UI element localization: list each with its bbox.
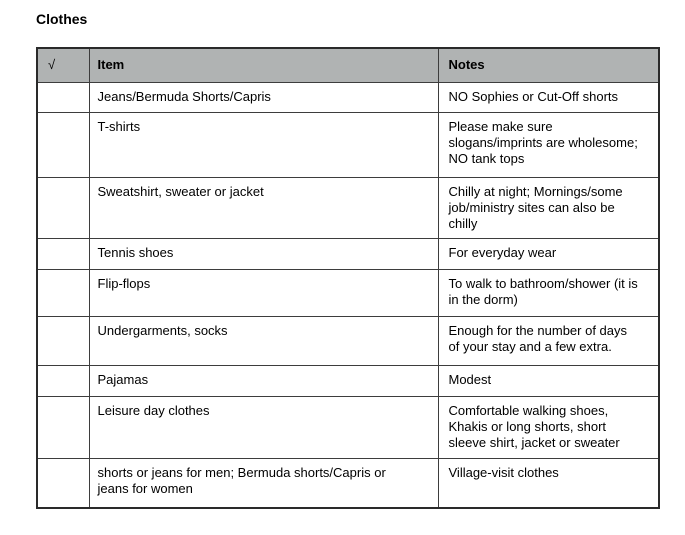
column-header-notes: Notes <box>438 48 659 82</box>
notes-cell: Modest <box>438 365 659 396</box>
check-cell <box>37 396 89 458</box>
table-row <box>37 82 659 112</box>
notes-cell: Village-visit clothes <box>438 458 659 508</box>
check-cell <box>37 82 89 112</box>
check-cell <box>37 269 89 316</box>
check-cell <box>37 238 89 269</box>
table-row <box>37 238 659 269</box>
table-row <box>37 365 659 396</box>
check-cell <box>37 316 89 365</box>
item-cell: shorts or jeans for men; Bermuda shorts/Capris or jeans for women <box>89 458 438 508</box>
notes-cell: Please make sure slogans/imprints are wholesome; NO tank tops <box>438 112 659 177</box>
check-cell <box>37 458 89 508</box>
notes-cell: Comfortable walking shoes, Khakis or long shorts, short sleeve shirt, jacket or sweater <box>438 396 659 458</box>
item-cell: Flip-flops <box>89 269 438 316</box>
table-row <box>37 316 659 365</box>
item-cell: T-shirts <box>89 112 438 177</box>
item-cell: Undergarments, socks <box>89 316 438 365</box>
item-cell: Pajamas <box>89 365 438 396</box>
check-cell <box>37 177 89 238</box>
column-header-check: √ <box>37 48 89 82</box>
check-cell <box>37 365 89 396</box>
notes-cell: NO Sophies or Cut-Off shorts <box>438 82 659 112</box>
notes-cell: For everyday wear <box>438 238 659 269</box>
item-cell: Tennis shoes <box>89 238 438 269</box>
table-row <box>37 112 659 177</box>
table-row <box>37 458 659 508</box>
notes-cell: Chilly at night; Mornings/some job/ministry sites can also be chilly <box>438 177 659 238</box>
clothes-packing-table <box>36 47 660 509</box>
table-row <box>37 269 659 316</box>
page-title: Clothes <box>36 11 88 27</box>
item-cell: Sweatshirt, sweater or jacket <box>89 177 438 238</box>
notes-cell: Enough for the number of days of your stay and a few extra. <box>438 316 659 365</box>
column-header-item: Item <box>89 48 438 82</box>
item-cell: Jeans/Bermuda Shorts/Capris <box>89 82 438 112</box>
item-cell: Leisure day clothes <box>89 396 438 458</box>
table-row <box>37 396 659 458</box>
notes-cell: To walk to bathroom/shower (it is in the dorm) <box>438 269 659 316</box>
table-row <box>37 177 659 238</box>
check-cell <box>37 112 89 177</box>
table-header-row <box>37 48 659 82</box>
